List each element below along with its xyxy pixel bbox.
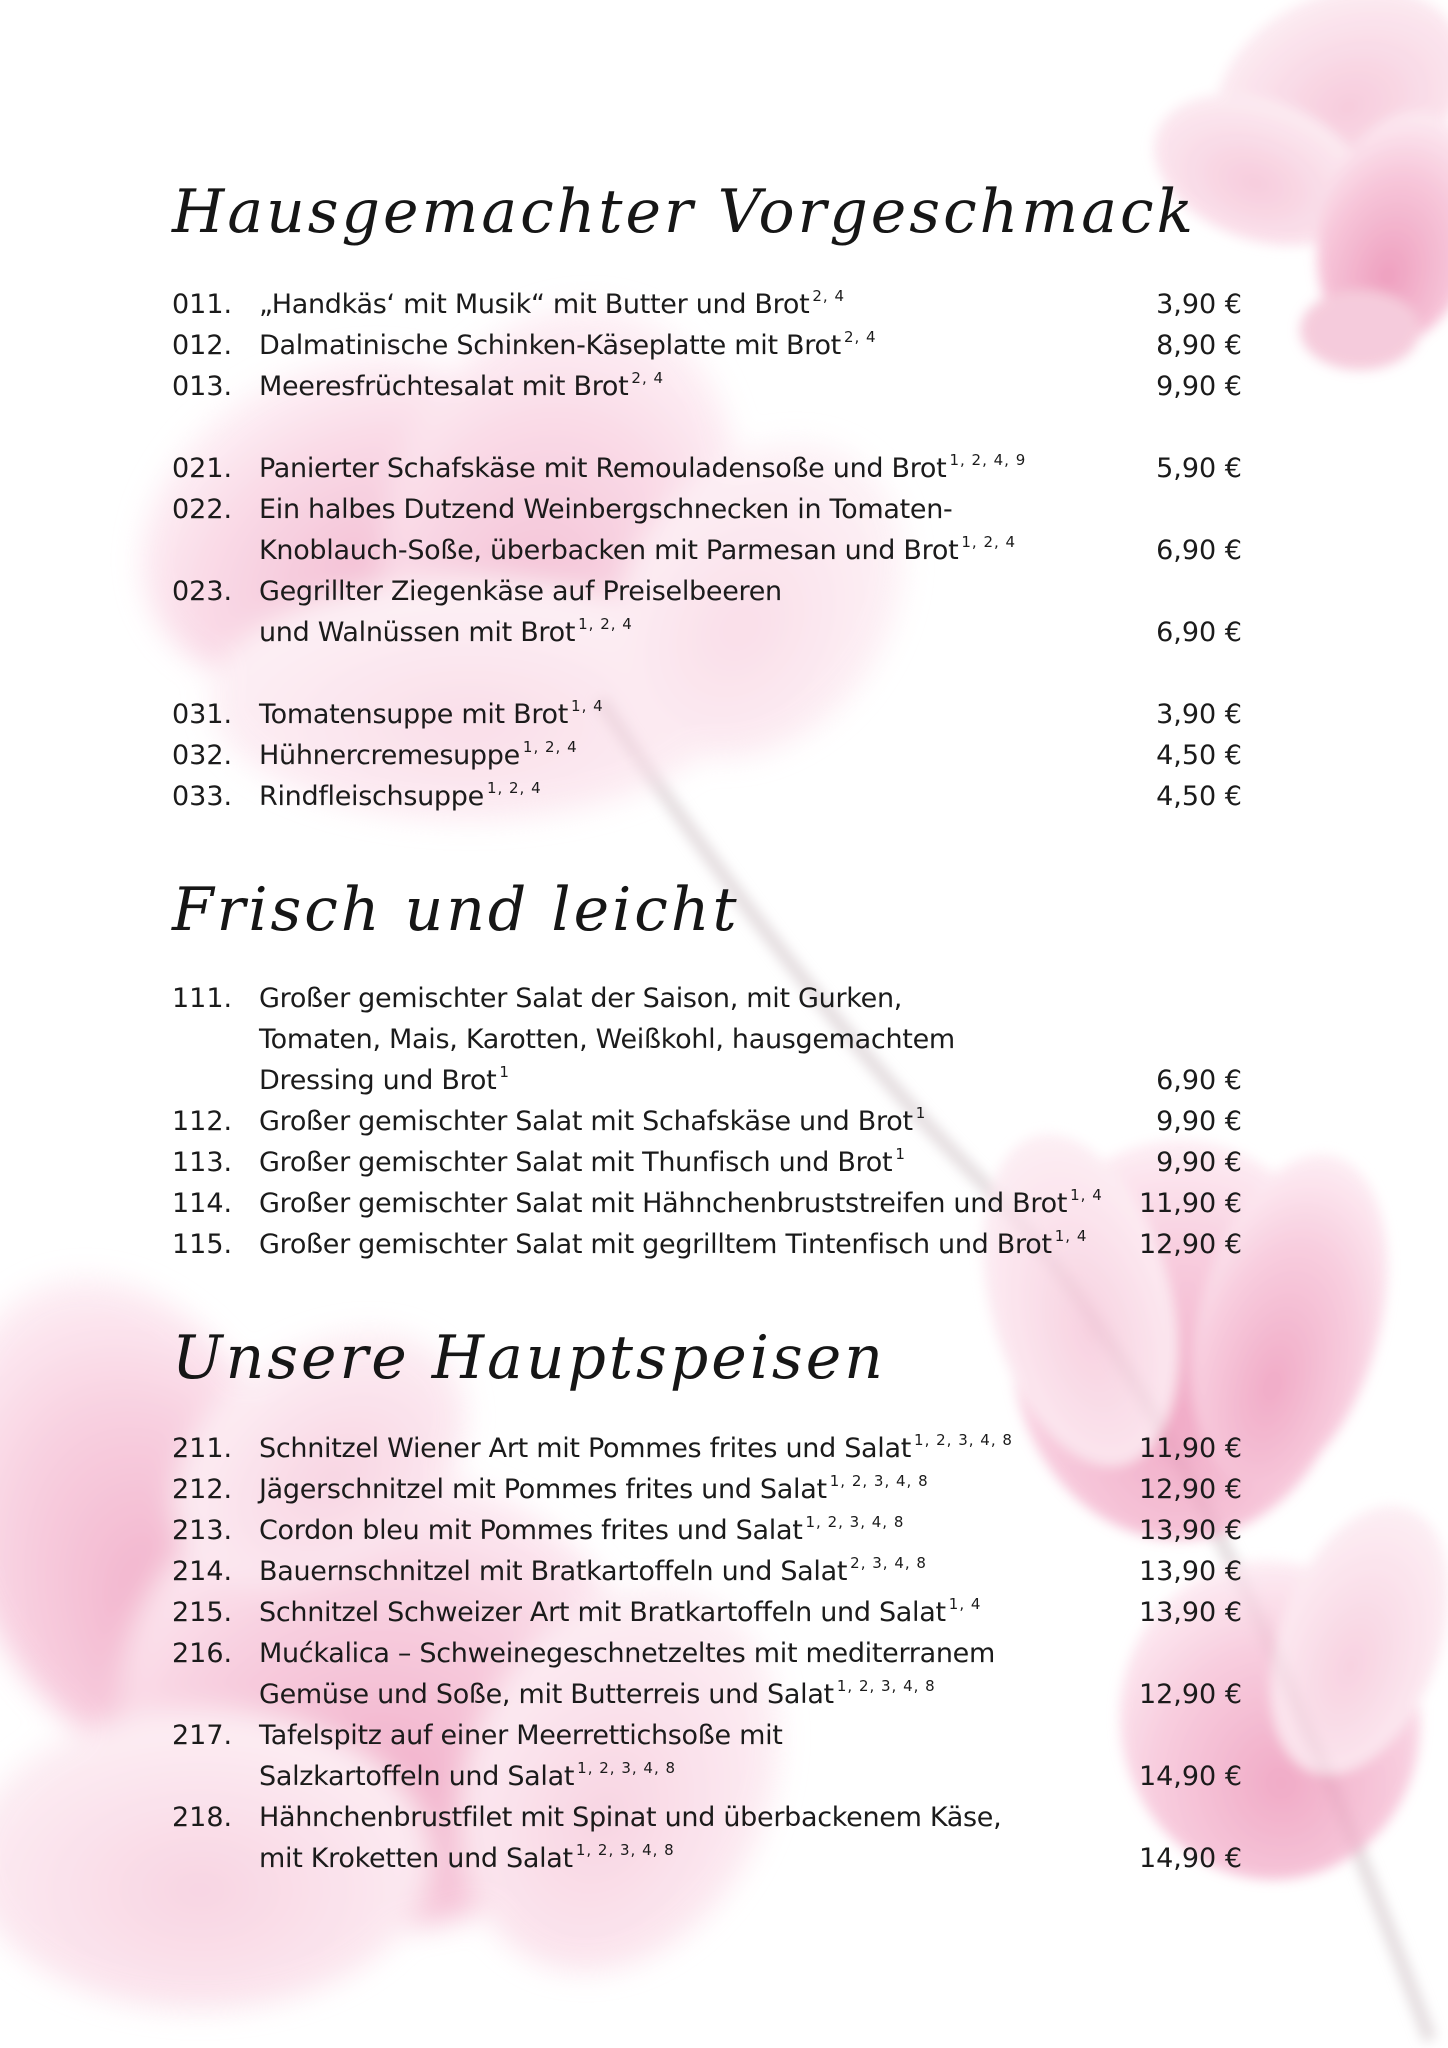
item-number: 111. bbox=[172, 983, 233, 1014]
item-description: Bauernschnitzel mit Bratkartoffeln und Salat $^{2, 3, 4, 8}$ bbox=[259, 1554, 927, 1587]
item-description: und Walnüssen mit Brot $^{1, 2, 4}$ bbox=[259, 615, 633, 648]
item-description: Mućkalica – Schweinegeschnetzeltes mit mediterranem bbox=[259, 1638, 995, 1669]
menu-item bbox=[172, 694, 1242, 735]
item-description: Hähnchenbrustfilet mit Spinat und überbackenem Käse, bbox=[259, 1802, 1002, 1833]
section-title: Unsere Hauptspeisen bbox=[172, 1323, 886, 1393]
menu-item bbox=[172, 1101, 1242, 1142]
menu-item bbox=[172, 571, 1242, 653]
item-number: 211. bbox=[172, 1433, 233, 1464]
menu-item bbox=[172, 284, 1242, 325]
item-description: Tomatensuppe mit Brot $^{1, 4}$ bbox=[259, 697, 604, 730]
item-description: Knoblauch-Soße, überbacken mit Parmesan und Brot $^{1, 2, 4}$ bbox=[259, 533, 1017, 566]
item-description: Dressing und Brot $^1$ bbox=[259, 1063, 510, 1096]
item-number: 114. bbox=[172, 1188, 233, 1219]
allergen-codes: 1 bbox=[499, 1063, 510, 1081]
item-description: Ein halbes Dutzend Weinbergschnecken in Tomaten- bbox=[259, 494, 953, 525]
item-number: 023. bbox=[172, 576, 233, 607]
item-price: 14,90 € bbox=[1138, 1843, 1242, 1874]
item-number: 033. bbox=[172, 781, 233, 812]
allergen-codes: 1, 2, 4 bbox=[961, 533, 1017, 551]
item-number: 012. bbox=[172, 330, 233, 361]
item-number: 011. bbox=[172, 289, 233, 320]
item-number: 215. bbox=[172, 1597, 233, 1628]
item-price: 12,90 € bbox=[1138, 1229, 1242, 1260]
item-price: 9,90 € bbox=[1156, 1106, 1242, 1137]
item-number: 112. bbox=[172, 1106, 233, 1137]
menu-list bbox=[172, 978, 1242, 1265]
item-number: 115. bbox=[172, 1229, 233, 1260]
menu-item bbox=[172, 1469, 1242, 1510]
menu-item bbox=[172, 1551, 1242, 1592]
item-price: 5,90 € bbox=[1156, 453, 1242, 484]
item-number: 022. bbox=[172, 494, 233, 525]
item-description: Rindfleischsuppe $^{1, 2, 4}$ bbox=[259, 779, 542, 812]
item-price: 3,90 € bbox=[1156, 699, 1242, 730]
item-price: 4,50 € bbox=[1156, 740, 1242, 771]
item-description: Schnitzel Wiener Art mit Pommes frites und Salat $^{1, 2, 3, 4, 8}$ bbox=[259, 1431, 1013, 1464]
menu-item bbox=[172, 1183, 1242, 1224]
menu-item bbox=[172, 366, 1242, 407]
item-description: Gemüse und Soße, mit Butterreis und Salat $^{1, 2, 3, 4, 8}$ bbox=[259, 1677, 936, 1710]
item-description: „Handkäs‘ mit Musik“ mit Butter und Brot $^{2, 4}$ bbox=[259, 287, 845, 320]
item-number: 212. bbox=[172, 1474, 233, 1505]
item-description: Tafelspitz auf einer Meerrettichsoße mit bbox=[259, 1720, 783, 1751]
item-number: 216. bbox=[172, 1638, 233, 1669]
item-description: Meeresfrüchtesalat mit Brot $^{2, 4}$ bbox=[259, 369, 665, 402]
menu-item bbox=[172, 325, 1242, 366]
item-description: Großer gemischter Salat mit Thunfisch und Brot $^1$ bbox=[259, 1145, 906, 1178]
item-description: Salzkartoffeln und Salat $^{1, 2, 3, 4, 8}$ bbox=[259, 1759, 677, 1792]
menu-item bbox=[172, 978, 1242, 1101]
menu-item bbox=[172, 1633, 1242, 1715]
item-price: 9,90 € bbox=[1156, 371, 1242, 402]
item-price: 6,90 € bbox=[1156, 1065, 1242, 1096]
item-price: 13,90 € bbox=[1138, 1515, 1242, 1546]
item-price: 4,50 € bbox=[1156, 781, 1242, 812]
section-title: Hausgemachter Vorgeschmack bbox=[172, 177, 1196, 247]
allergen-codes: 1, 2, 3, 4, 8 bbox=[575, 1841, 675, 1859]
item-description: Cordon bleu mit Pommes frites und Salat $^{1, 2, 3, 4, 8}$ bbox=[259, 1513, 905, 1546]
allergen-codes: 1, 4 bbox=[1070, 1186, 1103, 1204]
item-number: 013. bbox=[172, 371, 233, 402]
item-description: Gegrillter Ziegenkäse auf Preiselbeeren bbox=[259, 576, 782, 607]
item-price: 12,90 € bbox=[1138, 1474, 1242, 1505]
allergen-codes: 1, 4 bbox=[948, 1595, 982, 1613]
menu-item bbox=[172, 1510, 1242, 1551]
menu-list bbox=[172, 284, 1242, 817]
item-price: 6,90 € bbox=[1156, 535, 1242, 566]
allergen-codes: 1, 2, 3, 4, 8 bbox=[914, 1431, 1013, 1449]
item-price: 11,90 € bbox=[1138, 1188, 1242, 1219]
menu-item bbox=[172, 735, 1242, 776]
menu-item bbox=[172, 1592, 1242, 1633]
item-price: 13,90 € bbox=[1138, 1556, 1242, 1587]
item-description: Großer gemischter Salat mit Hähnchenbruststreifen und Brot $^{1, 4}$ bbox=[259, 1186, 1103, 1219]
menu-item bbox=[172, 1224, 1242, 1265]
allergen-codes: 2, 3, 4, 8 bbox=[850, 1554, 927, 1572]
item-price: 6,90 € bbox=[1156, 617, 1242, 648]
item-number: 214. bbox=[172, 1556, 233, 1587]
item-description: Großer gemischter Salat der Saison, mit Gurken, bbox=[259, 983, 903, 1014]
menu-item bbox=[172, 776, 1242, 817]
allergen-codes: 1 bbox=[895, 1145, 906, 1163]
item-description: Tomaten, Mais, Karotten, Weißkohl, hausgemachtem bbox=[259, 1024, 955, 1055]
item-description: Schnitzel Schweizer Art mit Bratkartoffeln und Salat $^{1, 4}$ bbox=[259, 1595, 982, 1628]
item-price: 11,90 € bbox=[1138, 1433, 1242, 1464]
item-description: Großer gemischter Salat mit gegrilltem Tintenfisch und Brot $^{1, 4}$ bbox=[259, 1227, 1088, 1260]
item-number: 213. bbox=[172, 1515, 233, 1546]
allergen-codes: 1, 2, 4 bbox=[578, 615, 633, 633]
menu-list bbox=[172, 1428, 1242, 1879]
item-description: Jägerschnitzel mit Pommes frites und Salat $^{1, 2, 3, 4, 8}$ bbox=[259, 1472, 929, 1505]
item-description: Großer gemischter Salat mit Schafskäse und Brot $^1$ bbox=[259, 1104, 927, 1137]
item-number: 217. bbox=[172, 1720, 233, 1751]
item-number: 113. bbox=[172, 1147, 233, 1178]
item-number: 032. bbox=[172, 740, 233, 771]
item-price: 13,90 € bbox=[1138, 1597, 1242, 1628]
menu-item bbox=[172, 1797, 1242, 1879]
item-number: 218. bbox=[172, 1802, 233, 1833]
item-price: 14,90 € bbox=[1138, 1761, 1242, 1792]
allergen-codes: 1, 2, 4, 9 bbox=[949, 451, 1027, 469]
item-price: 9,90 € bbox=[1156, 1147, 1242, 1178]
item-description: Hühnercremesuppe $^{1, 2, 4}$ bbox=[259, 738, 578, 771]
menu-item bbox=[172, 1142, 1242, 1183]
allergen-codes: 1, 4 bbox=[1054, 1227, 1088, 1245]
allergen-codes: 1, 2, 4 bbox=[522, 738, 578, 756]
allergen-codes: 2, 4 bbox=[843, 328, 877, 346]
allergen-codes: 1 bbox=[915, 1104, 927, 1122]
menu-item bbox=[172, 489, 1242, 571]
allergen-codes: 1, 2, 3, 4, 8 bbox=[829, 1472, 929, 1490]
menu-item bbox=[172, 1715, 1242, 1797]
item-number: 031. bbox=[172, 699, 233, 730]
item-number: 021. bbox=[172, 453, 233, 484]
allergen-codes: 1, 4 bbox=[571, 697, 604, 715]
section-title: Frisch und leicht bbox=[172, 875, 740, 945]
item-description: Panierter Schafskäse mit Remouladensoße und Brot $^{1, 2, 4, 9}$ bbox=[259, 451, 1027, 484]
allergen-codes: 2, 4 bbox=[812, 287, 845, 305]
item-price: 12,90 € bbox=[1138, 1679, 1242, 1710]
item-price: 8,90 € bbox=[1156, 330, 1242, 361]
item-description: Dalmatinische Schinken-Käseplatte mit Brot $^{2, 4}$ bbox=[259, 328, 877, 361]
allergen-codes: 1, 2, 3, 4, 8 bbox=[577, 1759, 677, 1777]
menu-item bbox=[172, 448, 1242, 489]
allergen-codes: 1, 2, 3, 4, 8 bbox=[805, 1513, 905, 1531]
allergen-codes: 1, 2, 4 bbox=[486, 779, 542, 797]
allergen-codes: 1, 2, 3, 4, 8 bbox=[836, 1677, 936, 1695]
menu-item bbox=[172, 1428, 1242, 1469]
allergen-codes: 2, 4 bbox=[631, 369, 665, 387]
item-price: 3,90 € bbox=[1156, 289, 1242, 320]
item-description: mit Kroketten und Salat $^{1, 2, 3, 4, 8}$ bbox=[259, 1841, 675, 1874]
